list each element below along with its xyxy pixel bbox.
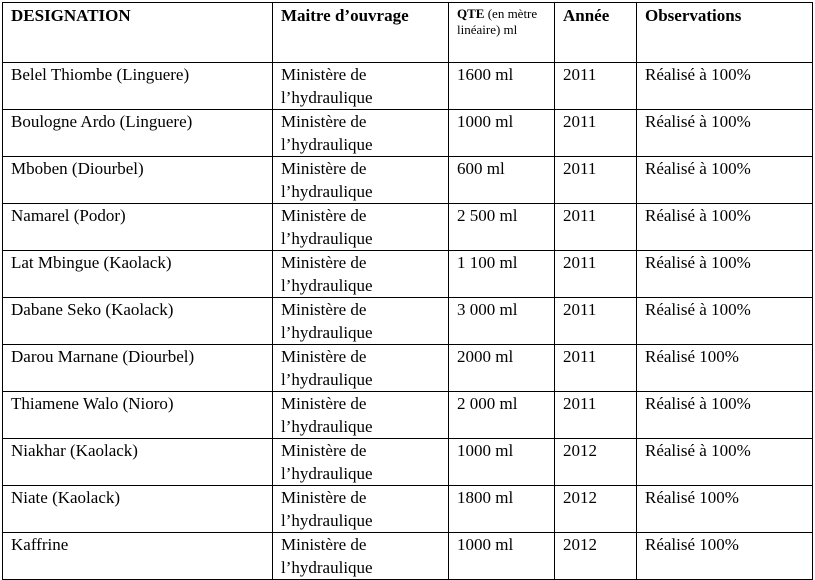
cell-qte: 3 000 ml bbox=[449, 298, 555, 345]
cell-maitre-line2: l’hydraulique bbox=[281, 182, 373, 201]
cell-maitre-ouvrage bbox=[273, 439, 449, 486]
cell-annee: 2011 bbox=[555, 157, 637, 204]
cell-annee: 2012 bbox=[555, 533, 637, 580]
header-qte bbox=[449, 3, 555, 63]
cell-maitre-line1: Ministère de bbox=[281, 394, 367, 413]
cell-qte: 1600 ml bbox=[449, 63, 555, 110]
cell-qte: 600 ml bbox=[449, 157, 555, 204]
table-row bbox=[3, 63, 813, 110]
cell-maitre-line2: l’hydraulique bbox=[281, 417, 373, 436]
cell-maitre-ouvrage bbox=[273, 204, 449, 251]
cell-maitre-line1: Ministère de bbox=[281, 112, 367, 131]
cell-maitre-ouvrage bbox=[273, 345, 449, 392]
cell-maitre-line2: l’hydraulique bbox=[281, 276, 373, 295]
header-maitre-ouvrage: Maitre d’ouvrage bbox=[273, 3, 449, 63]
header-observations: Observations bbox=[637, 3, 813, 63]
cell-observations: Réalisé à 100% bbox=[637, 157, 813, 204]
cell-designation: Namarel (Podor) bbox=[3, 204, 273, 251]
table-row bbox=[3, 533, 813, 580]
cell-maitre-line2: l’hydraulique bbox=[281, 135, 373, 154]
cell-qte: 1000 ml bbox=[449, 110, 555, 157]
cell-maitre-line1: Ministère de bbox=[281, 441, 367, 460]
table-row bbox=[3, 345, 813, 392]
works-table bbox=[2, 2, 813, 580]
cell-qte: 1000 ml bbox=[449, 439, 555, 486]
cell-annee: 2011 bbox=[555, 251, 637, 298]
cell-maitre-line1: Ministère de bbox=[281, 65, 367, 84]
cell-maitre-ouvrage bbox=[273, 157, 449, 204]
cell-annee: 2011 bbox=[555, 392, 637, 439]
table-row bbox=[3, 251, 813, 298]
cell-qte: 2 500 ml bbox=[449, 204, 555, 251]
table-header bbox=[3, 3, 813, 63]
cell-maitre-line1: Ministère de bbox=[281, 253, 367, 272]
cell-observations: Réalisé à 100% bbox=[637, 110, 813, 157]
table-row bbox=[3, 110, 813, 157]
cell-maitre-ouvrage bbox=[273, 298, 449, 345]
cell-maitre-line1: Ministère de bbox=[281, 159, 367, 178]
cell-maitre-line2: l’hydraulique bbox=[281, 370, 373, 389]
cell-annee: 2011 bbox=[555, 110, 637, 157]
cell-designation: Kaffrine bbox=[3, 533, 273, 580]
cell-qte: 2 000 ml bbox=[449, 392, 555, 439]
table-row bbox=[3, 298, 813, 345]
cell-designation: Boulogne Ardo (Linguere) bbox=[3, 110, 273, 157]
cell-qte: 1000 ml bbox=[449, 533, 555, 580]
cell-designation: Thiamene Walo (Nioro) bbox=[3, 392, 273, 439]
cell-observations: Réalisé à 100% bbox=[637, 298, 813, 345]
cell-annee: 2011 bbox=[555, 204, 637, 251]
cell-maitre-line2: l’hydraulique bbox=[281, 464, 373, 483]
cell-maitre-line1: Ministère de bbox=[281, 300, 367, 319]
cell-maitre-line2: l’hydraulique bbox=[281, 229, 373, 248]
cell-maitre-line1: Ministère de bbox=[281, 347, 367, 366]
cell-maitre-ouvrage bbox=[273, 533, 449, 580]
cell-annee: 2012 bbox=[555, 486, 637, 533]
cell-maitre-line1: Ministère de bbox=[281, 535, 367, 554]
cell-designation: Niate (Kaolack) bbox=[3, 486, 273, 533]
cell-qte: 2000 ml bbox=[449, 345, 555, 392]
cell-maitre-line2: l’hydraulique bbox=[281, 511, 373, 530]
cell-maitre-line2: l’hydraulique bbox=[281, 323, 373, 342]
cell-maitre-line2: l’hydraulique bbox=[281, 558, 373, 577]
cell-designation: Lat Mbingue (Kaolack) bbox=[3, 251, 273, 298]
cell-observations: Réalisé à 100% bbox=[637, 204, 813, 251]
cell-qte: 1 100 ml bbox=[449, 251, 555, 298]
cell-maitre-line2: l’hydraulique bbox=[281, 88, 373, 107]
header-designation: DESIGNATION bbox=[3, 3, 273, 63]
cell-maitre-line1: Ministère de bbox=[281, 206, 367, 225]
table-row bbox=[3, 157, 813, 204]
cell-maitre-ouvrage bbox=[273, 110, 449, 157]
cell-maitre-line1: Ministère de bbox=[281, 488, 367, 507]
cell-designation: Darou Marnane (Diourbel) bbox=[3, 345, 273, 392]
cell-annee: 2011 bbox=[555, 298, 637, 345]
table-row bbox=[3, 439, 813, 486]
cell-designation: Mboben (Diourbel) bbox=[3, 157, 273, 204]
cell-designation: Belel Thiombe (Linguere) bbox=[3, 63, 273, 110]
cell-annee: 2011 bbox=[555, 345, 637, 392]
table-body bbox=[3, 63, 813, 580]
table-row bbox=[3, 392, 813, 439]
cell-observations: Réalisé 100% bbox=[637, 533, 813, 580]
cell-observations: Réalisé 100% bbox=[637, 486, 813, 533]
cell-annee: 2011 bbox=[555, 63, 637, 110]
cell-maitre-ouvrage bbox=[273, 63, 449, 110]
header-qte-label: QTE bbox=[457, 6, 485, 21]
cell-annee: 2012 bbox=[555, 439, 637, 486]
cell-observations: Réalisé 100% bbox=[637, 345, 813, 392]
cell-observations: Réalisé à 100% bbox=[637, 392, 813, 439]
cell-observations: Réalisé à 100% bbox=[637, 63, 813, 110]
cell-maitre-ouvrage bbox=[273, 251, 449, 298]
header-qte-unit: (en mètre linéaire) ml bbox=[457, 6, 538, 37]
cell-designation: Dabane Seko (Kaolack) bbox=[3, 298, 273, 345]
table-row bbox=[3, 204, 813, 251]
cell-maitre-ouvrage bbox=[273, 392, 449, 439]
cell-designation: Niakhar (Kaolack) bbox=[3, 439, 273, 486]
cell-maitre-ouvrage bbox=[273, 486, 449, 533]
cell-qte: 1800 ml bbox=[449, 486, 555, 533]
cell-observations: Réalisé à 100% bbox=[637, 439, 813, 486]
header-annee: Année bbox=[555, 3, 637, 63]
table-row bbox=[3, 486, 813, 533]
header-row bbox=[3, 3, 813, 63]
cell-observations: Réalisé à 100% bbox=[637, 251, 813, 298]
